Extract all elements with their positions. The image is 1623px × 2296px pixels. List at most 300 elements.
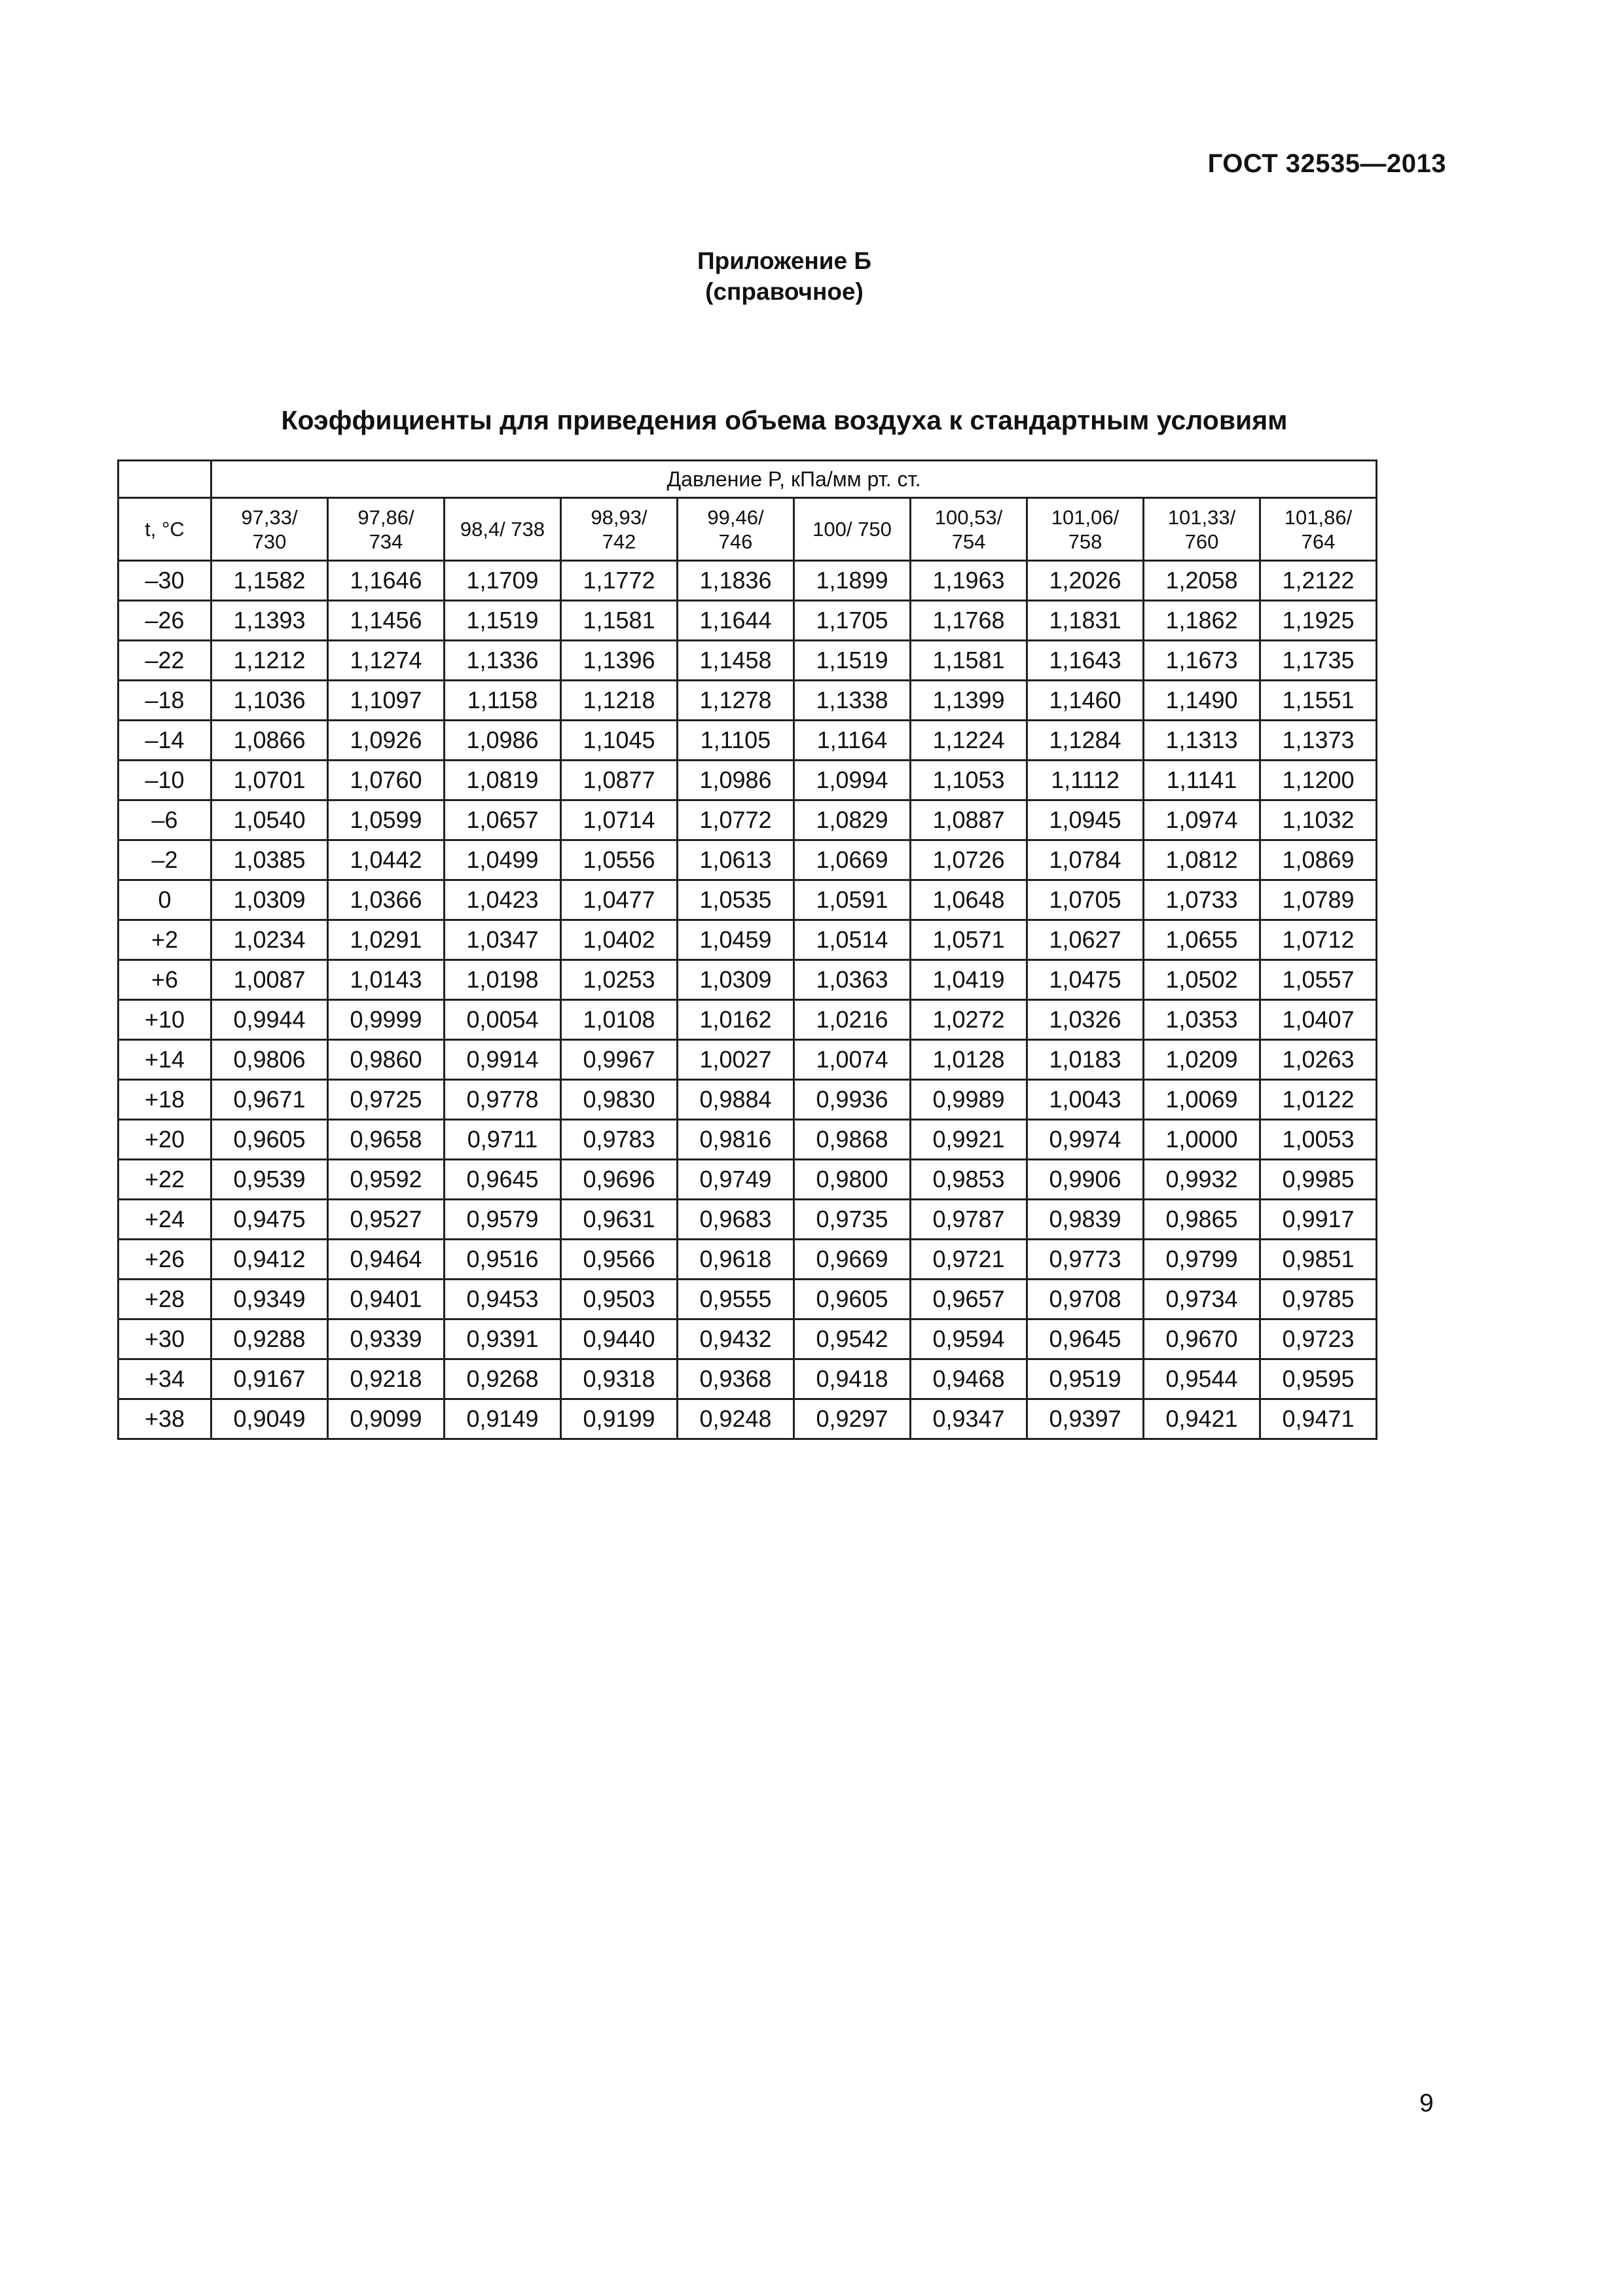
table-row — [119, 880, 1377, 920]
coefficient-cell: 0,9440 — [561, 1319, 678, 1359]
coefficient-cell: 1,0726 — [911, 840, 1027, 880]
coefficient-cell: 1,0812 — [1144, 840, 1260, 880]
coefficient-cell: 1,0183 — [1027, 1040, 1144, 1080]
coefficient-cell: 1,1336 — [445, 641, 561, 681]
table-row — [119, 1280, 1377, 1319]
pressure-column-header-line: 101,86/ — [1284, 505, 1353, 529]
coefficient-cell: 1,1646 — [328, 561, 445, 601]
pressure-column-header-line: 742 — [602, 529, 636, 553]
coefficient-cell: 1,0887 — [911, 800, 1027, 840]
coefficient-cell: 1,0613 — [678, 840, 794, 880]
coefficient-cell: 1,0043 — [1027, 1080, 1144, 1120]
coefficient-cell: 1,0326 — [1027, 1000, 1144, 1040]
coefficient-cell: 0,9542 — [794, 1319, 911, 1359]
coefficient-cell: 1,0877 — [561, 761, 678, 800]
pressure-column-header-line: 734 — [369, 529, 403, 553]
coefficient-cell: 1,0209 — [1144, 1040, 1260, 1080]
temperature-cell: +28 — [119, 1280, 211, 1319]
coefficient-cell: 1,1456 — [328, 601, 445, 641]
table-row — [119, 1399, 1377, 1439]
coefficient-cell: 1,0122 — [1260, 1080, 1377, 1120]
coefficient-cell: 1,1164 — [794, 721, 911, 761]
coefficient-cell: 0,9412 — [211, 1240, 328, 1280]
coefficient-cell: 0,9268 — [445, 1359, 561, 1399]
table-row — [119, 601, 1377, 641]
coefficient-cell: 1,0648 — [911, 880, 1027, 920]
coefficient-cell: 0,9725 — [328, 1080, 445, 1120]
document-code: ГОСТ 32535—2013 — [1207, 149, 1446, 178]
temperature-cell: +30 — [119, 1319, 211, 1359]
coefficient-cell: 1,1218 — [561, 681, 678, 721]
coefficient-cell: 1,1709 — [445, 561, 561, 601]
pressure-column-header — [794, 498, 911, 561]
coefficient-cell: 1,0556 — [561, 840, 678, 880]
coefficient-cell: 0,9421 — [1144, 1399, 1260, 1439]
coefficient-cell: 1,1200 — [1260, 761, 1377, 800]
coefficient-cell: 0,9503 — [561, 1280, 678, 1319]
coefficient-cell: 0,9579 — [445, 1200, 561, 1240]
coefficient-cell: 0,0054 — [445, 1000, 561, 1040]
temperature-cell: +18 — [119, 1080, 211, 1120]
coefficient-cell: 0,9566 — [561, 1240, 678, 1280]
coefficient-cell: 1,0772 — [678, 800, 794, 840]
coefficient-cell: 0,9464 — [328, 1240, 445, 1280]
coefficient-cell: 0,9830 — [561, 1080, 678, 1120]
coefficient-cell: 1,0945 — [1027, 800, 1144, 840]
coefficient-cell: 1,0419 — [911, 960, 1027, 1000]
appendix-subtitle: (справочное) — [705, 278, 864, 305]
coefficient-cell: 1,2122 — [1260, 561, 1377, 601]
coefficient-cell: 0,9645 — [445, 1160, 561, 1200]
coefficient-cell: 1,0385 — [211, 840, 328, 880]
temperature-cell: –2 — [119, 840, 211, 880]
coefficient-cell: 0,9592 — [328, 1160, 445, 1200]
coefficient-cell: 0,9906 — [1027, 1160, 1144, 1200]
table-row — [119, 641, 1377, 681]
coefficient-cell: 0,9349 — [211, 1280, 328, 1319]
coefficient-cell: 1,0655 — [1144, 920, 1260, 960]
table-row — [119, 561, 1377, 601]
coefficient-cell: 1,1224 — [911, 721, 1027, 761]
coefficient-cell: 1,1643 — [1027, 641, 1144, 681]
appendix-heading — [0, 245, 1569, 307]
coefficient-cell: 0,9967 — [561, 1040, 678, 1080]
coefficient-cell: 1,0869 — [1260, 840, 1377, 880]
coefficient-cell: 0,9999 — [328, 1000, 445, 1040]
coefficient-cell: 1,1581 — [561, 601, 678, 641]
coefficient-cell: 0,9944 — [211, 1000, 328, 1040]
coefficient-cell: 0,9868 — [794, 1120, 911, 1160]
table-row — [119, 960, 1377, 1000]
coefficient-cell: 0,9516 — [445, 1240, 561, 1280]
coefficient-cell: 0,9721 — [911, 1240, 1027, 1280]
coefficient-cell: 1,0627 — [1027, 920, 1144, 960]
coefficient-cell: 1,1112 — [1027, 761, 1144, 800]
coefficient-cell: 1,0499 — [445, 840, 561, 880]
pressure-column-header-line: 746 — [718, 529, 753, 553]
coefficient-cell: 0,9783 — [561, 1120, 678, 1160]
coefficient-cell: 1,0198 — [445, 960, 561, 1000]
coefficient-cell: 1,1045 — [561, 721, 678, 761]
coefficient-cell: 0,9539 — [211, 1160, 328, 1200]
coefficient-cell: 1,1032 — [1260, 800, 1377, 840]
coefficient-cell: 1,0789 — [1260, 880, 1377, 920]
temperature-header: t, °C — [119, 498, 211, 561]
coefficient-cell: 0,9936 — [794, 1080, 911, 1120]
table-title: Коэффициенты для приведения объема воздуха к стандартным условиям — [281, 405, 1288, 435]
coefficient-cell: 0,9865 — [1144, 1200, 1260, 1240]
pressure-column-header-line: 754 — [951, 529, 986, 553]
pressure-column-header — [911, 498, 1027, 561]
coefficient-cell: 1,1036 — [211, 681, 328, 721]
coefficient-cell: 0,9696 — [561, 1160, 678, 1200]
pressure-column-header — [328, 498, 445, 561]
coefficient-cell: 1,0366 — [328, 880, 445, 920]
coefficient-cell: 0,9544 — [1144, 1359, 1260, 1399]
coefficient-cell: 0,9595 — [1260, 1359, 1377, 1399]
coefficient-cell: 1,0819 — [445, 761, 561, 800]
coefficient-cell: 1,0407 — [1260, 1000, 1377, 1040]
coefficient-cell: 0,9618 — [678, 1240, 794, 1280]
coefficient-cell: 1,0974 — [1144, 800, 1260, 840]
coefficient-cell: 0,9519 — [1027, 1359, 1144, 1399]
temperature-cell: +2 — [119, 920, 211, 960]
coefficient-cell: 0,9475 — [211, 1200, 328, 1240]
coefficient-cell: 1,0986 — [445, 721, 561, 761]
coefficient-cell: 0,9527 — [328, 1200, 445, 1240]
coefficient-cell: 1,0108 — [561, 1000, 678, 1040]
coefficient-cell: 0,9785 — [1260, 1280, 1377, 1319]
coefficient-cell: 1,1490 — [1144, 681, 1260, 721]
coefficient-cell: 0,9149 — [445, 1399, 561, 1439]
coefficient-cell: 1,1053 — [911, 761, 1027, 800]
pressure-column-header — [678, 498, 794, 561]
coefficient-cell: 1,0599 — [328, 800, 445, 840]
coefficient-cell: 1,0514 — [794, 920, 911, 960]
temperature-cell: +10 — [119, 1000, 211, 1040]
temperature-cell: –6 — [119, 800, 211, 840]
temperature-cell: –22 — [119, 641, 211, 681]
coefficient-cell: 1,0216 — [794, 1000, 911, 1040]
coefficient-cell: 0,9974 — [1027, 1120, 1144, 1160]
temperature-cell: –10 — [119, 761, 211, 800]
coefficient-cell: 0,9397 — [1027, 1399, 1144, 1439]
temperature-cell: +24 — [119, 1200, 211, 1240]
coefficient-cell: 1,0053 — [1260, 1120, 1377, 1160]
coefficient-cell: 1,0027 — [678, 1040, 794, 1080]
coefficient-cell: 0,9555 — [678, 1280, 794, 1319]
coefficient-cell: 0,9318 — [561, 1359, 678, 1399]
coefficient-cell: 0,9468 — [911, 1359, 1027, 1399]
table-row — [119, 761, 1377, 800]
coefficient-cell: 0,9049 — [211, 1399, 328, 1439]
coefficient-cell: 1,1460 — [1027, 681, 1144, 721]
pressure-column-header — [561, 498, 678, 561]
coefficient-cell: 1,0535 — [678, 880, 794, 920]
page-number: 9 — [1419, 2089, 1434, 2117]
coefficient-cell: 0,9985 — [1260, 1160, 1377, 1200]
coefficient-cell: 0,9806 — [211, 1040, 328, 1080]
coefficient-cell: 1,1768 — [911, 601, 1027, 641]
coefficient-cell: 1,1551 — [1260, 681, 1377, 721]
coefficient-cell: 1,0363 — [794, 960, 911, 1000]
table-row — [119, 1319, 1377, 1359]
temperature-cell: 0 — [119, 880, 211, 920]
coefficient-cell: 0,9773 — [1027, 1240, 1144, 1280]
coefficient-cell: 1,0571 — [911, 920, 1027, 960]
coefficient-cell: 0,9099 — [328, 1399, 445, 1439]
coefficient-cell: 1,1158 — [445, 681, 561, 721]
coefficient-cell: 0,9248 — [678, 1399, 794, 1439]
coefficient-cell: 1,0423 — [445, 880, 561, 920]
temperature-cell: +20 — [119, 1120, 211, 1160]
pressure-column-header-line: 760 — [1184, 529, 1219, 553]
coefficient-cell: 1,0540 — [211, 800, 328, 840]
coefficient-cell: 1,0784 — [1027, 840, 1144, 880]
table-row — [119, 1240, 1377, 1280]
temperature-cell: –26 — [119, 601, 211, 641]
coefficient-cell: 1,1338 — [794, 681, 911, 721]
coefficient-cell: 1,1278 — [678, 681, 794, 721]
temperature-cell: +26 — [119, 1240, 211, 1280]
coefficient-cell: 0,9288 — [211, 1319, 328, 1359]
table-row — [119, 800, 1377, 840]
coefficient-cell: 1,0986 — [678, 761, 794, 800]
coefficient-cell: 1,0069 — [1144, 1080, 1260, 1120]
coefficient-cell: 1,1899 — [794, 561, 911, 601]
coefficient-cell: 1,0926 — [328, 721, 445, 761]
coefficient-cell: 0,9167 — [211, 1359, 328, 1399]
coefficient-cell: 1,0502 — [1144, 960, 1260, 1000]
coefficient-cell: 0,9418 — [794, 1359, 911, 1399]
temperature-cell: –18 — [119, 681, 211, 721]
coefficient-cell: 0,9657 — [911, 1280, 1027, 1319]
coefficient-cell: 1,0701 — [211, 761, 328, 800]
coefficient-cell: 1,0309 — [678, 960, 794, 1000]
coefficient-cell: 0,9605 — [794, 1280, 911, 1319]
table-row — [119, 1200, 1377, 1240]
coefficient-cell: 1,1831 — [1027, 601, 1144, 641]
pressure-column-header-line: 98,93/ — [591, 505, 647, 529]
coefficient-cell: 1,0309 — [211, 880, 328, 920]
table-row — [119, 1000, 1377, 1040]
coefficient-cell: 1,0733 — [1144, 880, 1260, 920]
pressure-column-header — [1144, 498, 1260, 561]
coefficient-cell: 0,9432 — [678, 1319, 794, 1359]
temperature-cell: –14 — [119, 721, 211, 761]
header-spacer — [119, 461, 211, 498]
pressure-column-header-line: 101,06/ — [1051, 505, 1120, 529]
coefficient-cell: 1,0866 — [211, 721, 328, 761]
coefficient-cell: 0,9884 — [678, 1080, 794, 1120]
coefficient-cell: 1,0475 — [1027, 960, 1144, 1000]
temperature-cell: +14 — [119, 1040, 211, 1080]
temperature-cell: +6 — [119, 960, 211, 1000]
pressure-column-header-line: 100,53/ — [934, 505, 1003, 529]
coefficient-cell: 1,0353 — [1144, 1000, 1260, 1040]
coefficient-cell: 1,0712 — [1260, 920, 1377, 960]
coefficient-cell: 0,9839 — [1027, 1200, 1144, 1240]
coefficient-cell: 1,0829 — [794, 800, 911, 840]
table-row — [119, 1120, 1377, 1160]
coefficient-cell: 1,0994 — [794, 761, 911, 800]
coefficient-cell: 0,9683 — [678, 1200, 794, 1240]
coefficient-cell: 0,9453 — [445, 1280, 561, 1319]
coefficient-cell: 0,9347 — [911, 1399, 1027, 1439]
table-row — [119, 1040, 1377, 1080]
coefficient-cell: 1,1772 — [561, 561, 678, 601]
coefficient-cell: 0,9401 — [328, 1280, 445, 1319]
coefficient-cell: 1,0263 — [1260, 1040, 1377, 1080]
coefficient-cell: 0,9932 — [1144, 1160, 1260, 1200]
coefficient-cell: 1,1313 — [1144, 721, 1260, 761]
coefficient-cell: 0,9853 — [911, 1160, 1027, 1200]
table-body — [119, 561, 1377, 1439]
coefficient-cell: 1,1862 — [1144, 601, 1260, 641]
coefficient-cell: 0,9671 — [211, 1080, 328, 1120]
temperature-cell: +38 — [119, 1399, 211, 1439]
coefficient-cell: 1,1393 — [211, 601, 328, 641]
pressure-column-header-line: 97,33/ — [241, 505, 298, 529]
coefficient-cell: 1,0669 — [794, 840, 911, 880]
pressure-column-header-line: 758 — [1068, 529, 1103, 553]
coefficient-cell: 1,0402 — [561, 920, 678, 960]
coefficients-table — [117, 459, 1377, 1440]
coefficient-cell: 1,1284 — [1027, 721, 1144, 761]
pressure-column-header-line: 99,46/ — [707, 505, 764, 529]
coefficient-cell: 0,9339 — [328, 1319, 445, 1359]
coefficient-cell: 1,1458 — [678, 641, 794, 681]
coefficient-cell: 1,1373 — [1260, 721, 1377, 761]
coefficient-cell: 1,2026 — [1027, 561, 1144, 601]
coefficient-cell: 1,1963 — [911, 561, 1027, 601]
pressure-column-header-line: 97,86/ — [357, 505, 414, 529]
column-header-row — [119, 498, 1377, 561]
coefficient-cell: 1,1705 — [794, 601, 911, 641]
coefficient-cell: 0,9723 — [1260, 1319, 1377, 1359]
coefficient-cell: 1,1519 — [794, 641, 911, 681]
coefficient-cell: 1,1396 — [561, 641, 678, 681]
coefficient-cell: 0,9860 — [328, 1040, 445, 1080]
appendix-title: Приложение Б — [697, 247, 871, 274]
coefficient-cell: 1,0272 — [911, 1000, 1027, 1040]
coefficient-cell: 0,9391 — [445, 1319, 561, 1359]
coefficient-cell: 0,9787 — [911, 1200, 1027, 1240]
coefficient-cell: 1,1399 — [911, 681, 1027, 721]
coefficient-cell: 1,1581 — [911, 641, 1027, 681]
coefficient-cell: 0,9658 — [328, 1120, 445, 1160]
coefficient-cell: 1,1735 — [1260, 641, 1377, 681]
table-row — [119, 1160, 1377, 1200]
pressure-column-header-line: 101,33/ — [1167, 505, 1236, 529]
table-row — [119, 920, 1377, 960]
table-row — [119, 840, 1377, 880]
coefficient-cell: 1,0347 — [445, 920, 561, 960]
coefficient-cell: 1,1097 — [328, 681, 445, 721]
coefficient-cell: 0,9631 — [561, 1200, 678, 1240]
temperature-cell: +34 — [119, 1359, 211, 1399]
coefficient-cell: 0,9594 — [911, 1319, 1027, 1359]
temperature-cell: –30 — [119, 561, 211, 601]
coefficient-cell: 0,9799 — [1144, 1240, 1260, 1280]
coefficient-cell: 1,1925 — [1260, 601, 1377, 641]
coefficient-cell: 0,9816 — [678, 1120, 794, 1160]
coefficient-cell: 1,0087 — [211, 960, 328, 1000]
coefficient-cell: 1,0591 — [794, 880, 911, 920]
table-row — [119, 1080, 1377, 1120]
coefficient-cell: 1,0760 — [328, 761, 445, 800]
pressure-column-header-line: 100/ 750 — [812, 518, 892, 541]
table-row — [119, 1359, 1377, 1399]
pressure-column-header — [1027, 498, 1144, 561]
temperature-cell: +22 — [119, 1160, 211, 1200]
coefficient-cell: 1,1673 — [1144, 641, 1260, 681]
coefficient-cell: 0,9711 — [445, 1120, 561, 1160]
pressure-column-header-line: 98,4/ 738 — [460, 518, 545, 541]
coefficient-cell: 1,0705 — [1027, 880, 1144, 920]
coefficient-cell: 0,9670 — [1144, 1319, 1260, 1359]
coefficient-cell: 1,0074 — [794, 1040, 911, 1080]
coefficient-cell: 0,9645 — [1027, 1319, 1144, 1359]
pressure-column-header-line: 764 — [1301, 529, 1336, 553]
coefficient-cell: 0,9914 — [445, 1040, 561, 1080]
coefficient-cell: 1,1836 — [678, 561, 794, 601]
table-row — [119, 681, 1377, 721]
coefficient-cell: 1,2058 — [1144, 561, 1260, 601]
coefficient-cell: 1,0557 — [1260, 960, 1377, 1000]
coefficient-cell: 0,9368 — [678, 1359, 794, 1399]
table-row — [119, 721, 1377, 761]
coefficient-cell: 0,9851 — [1260, 1240, 1377, 1280]
coefficient-cell: 0,9989 — [911, 1080, 1027, 1120]
coefficient-cell: 0,9708 — [1027, 1280, 1144, 1319]
coefficient-cell: 1,0477 — [561, 880, 678, 920]
coefficient-cell: 1,0714 — [561, 800, 678, 840]
coefficient-cell: 1,1105 — [678, 721, 794, 761]
coefficient-cell: 0,9471 — [1260, 1399, 1377, 1439]
coefficient-cell: 0,9735 — [794, 1200, 911, 1240]
coefficient-cell: 1,0442 — [328, 840, 445, 880]
coefficient-cell: 0,9199 — [561, 1399, 678, 1439]
coefficient-cell: 0,9917 — [1260, 1200, 1377, 1240]
coefficient-cell: 0,9669 — [794, 1240, 911, 1280]
pressure-column-header — [445, 498, 561, 561]
coefficient-cell: 1,0000 — [1144, 1120, 1260, 1160]
coefficient-cell: 0,9297 — [794, 1399, 911, 1439]
pressure-caption: Давление P, кПа/мм рт. ст. — [211, 461, 1377, 498]
coefficient-cell: 0,9218 — [328, 1359, 445, 1399]
coefficient-cell: 0,9734 — [1144, 1280, 1260, 1319]
coefficient-cell: 1,0162 — [678, 1000, 794, 1040]
pressure-column-header — [211, 498, 328, 561]
coefficient-cell: 0,9605 — [211, 1120, 328, 1160]
coefficient-cell: 1,1141 — [1144, 761, 1260, 800]
pressure-column-header-line: 730 — [252, 529, 287, 553]
coefficient-cell: 1,0234 — [211, 920, 328, 960]
coefficient-cell: 1,0291 — [328, 920, 445, 960]
coefficient-cell: 1,0459 — [678, 920, 794, 960]
coefficient-cell: 1,0657 — [445, 800, 561, 840]
coefficient-cell: 1,0128 — [911, 1040, 1027, 1080]
coefficient-cell: 1,1274 — [328, 641, 445, 681]
coefficient-cell: 1,1644 — [678, 601, 794, 641]
pressure-column-header — [1260, 498, 1377, 561]
coefficient-cell: 0,9749 — [678, 1160, 794, 1200]
coefficient-cell: 1,1519 — [445, 601, 561, 641]
coefficient-cell: 0,9800 — [794, 1160, 911, 1200]
coefficient-cell: 1,1582 — [211, 561, 328, 601]
coefficient-cell: 1,0143 — [328, 960, 445, 1000]
